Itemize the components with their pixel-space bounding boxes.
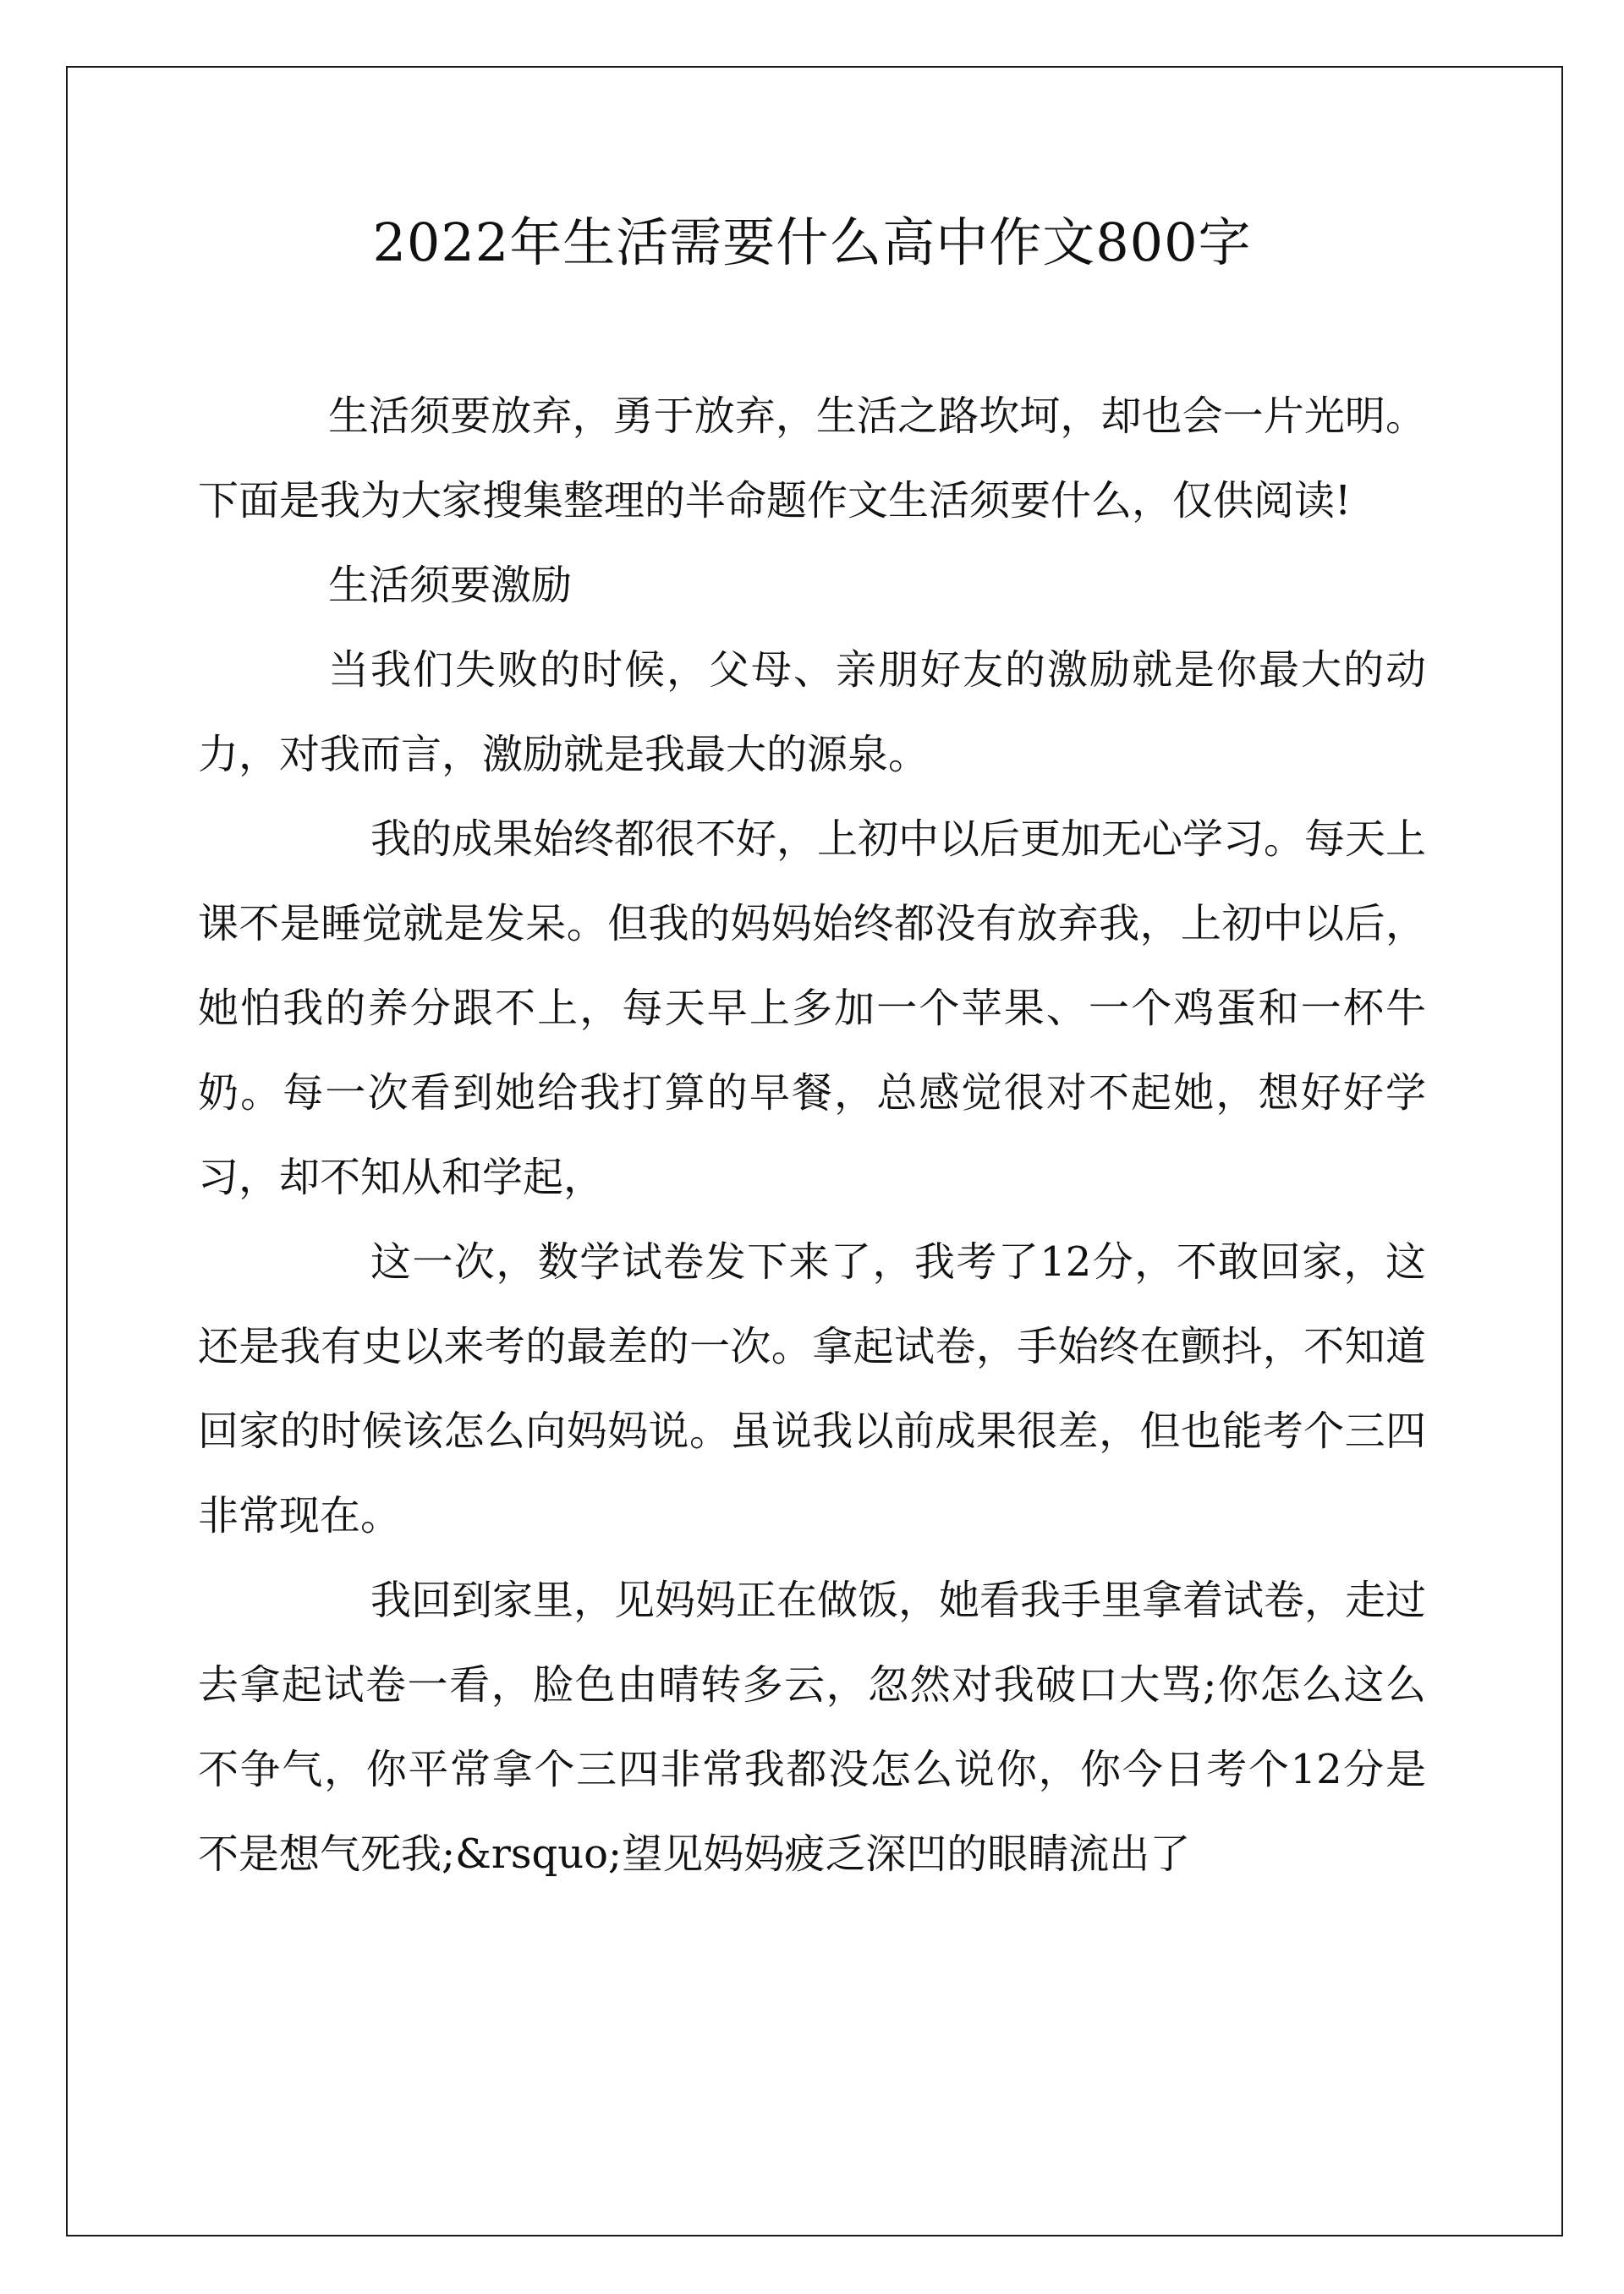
paragraph-intro: 生活须要放弃，勇于放弃，生活之路坎坷，却也会一片光明。下面是我为大家搜集整理的半命题作文生活须要什么，仅供阅读! <box>198 392 1426 525</box>
document-body <box>198 374 1426 1896</box>
paragraph-grades: 我的成果始终都很不好，上初中以后更加无心学习。每天上课不是睡觉就是发呆。但我的妈妈始终都没有放弃我，上初中以后，她怕我的养分跟不上，每天早上多加一个苹果、一个鸡蛋和一杯牛奶。每一次看到她给我打算的早餐，总感觉很对不起她，想好好学习，却不知从和学起， <box>198 815 1427 1202</box>
document-content <box>198 186 1426 1896</box>
paragraph-home: 我回到家里，见妈妈正在做饭，她看我手里拿着试卷，走过去拿起试卷一看，脸色由晴转多云，忽然对我破口大骂;你怎么这么不争气，你平常拿个三四非常我都没怎么说你，你今日考个12分是不是想气死我;&rsquo;望见妈妈疲乏深凹的眼睛流出了 <box>198 1577 1427 1879</box>
paragraph-encouragement: 当我们失败的时候，父母、亲朋好友的激励就是你最大的动力，对我而言，激励就是我最大的源泉。 <box>198 646 1426 779</box>
paragraph-subheading: 生活须要激励 <box>328 562 573 610</box>
document-title: 2022年生活需要什么高中作文800字 <box>372 211 1252 273</box>
paragraph-exam: 这一次，数学试卷发下来了，我考了12分，不敢回家，这还是我有史以来考的最差的一次。拿起试卷，手始终在颤抖，不知道回家的时候该怎么向妈妈说。虽说我以前成果很差，但也能考个三四非常现在。 <box>198 1238 1426 1540</box>
